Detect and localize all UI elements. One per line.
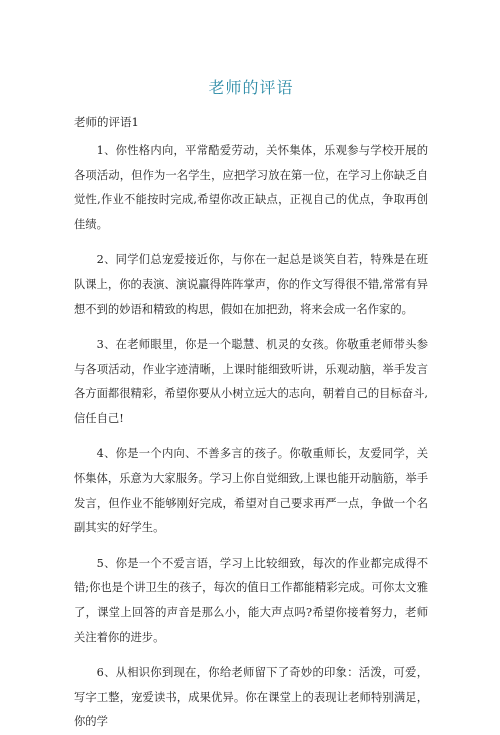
document-title: 老师的评语 bbox=[208, 78, 294, 97]
section-heading: 老师的评语1 bbox=[74, 115, 139, 129]
paragraph-4: 4、你是一个内向、不善多言的孩子。你敬重师长，友爱同学，关怀集体，乐意为大家服务。学习上你自觉细致,上课也能开动脑筋，举手发言，但作业不能够刚好完成，希望对自己要求再严一点，争做一个名副其实的好学生。 bbox=[74, 447, 428, 535]
paragraph-6: 6、从相识你到现在，你给老师留下了奇妙的印象：活泼，可爱，写字工整，宠爱读书，成果优异。你在课堂上的表现让老师特别满足，你的学 bbox=[74, 665, 428, 729]
paragraph-2: 2、同学们总宠爱接近你，与你在一起总是谈笑自若，特殊是在班队课上，你的表演、演说赢得阵阵掌声，你的作文写得很不错,常常有异想不到的妙语和精致的构思，假如在加把劲，将来会成一名作家的。 bbox=[74, 253, 428, 316]
paragraph-1: 1、你性格内向，平常酷爱劳动，关怀集体，乐观参与学校开展的各项活动，但作为一名学生，应把学习放在第一位，在学习上你缺乏自觉性,作业不能按时完成,希望你改正缺点，正视自己的优点，争取再创佳绩。 bbox=[74, 144, 428, 232]
paragraph-3: 3、在老师眼里，你是一个聪慧、机灵的女孩。你敬重老师带头参与各项活动，作业字迹清晰，上课时能细致听讲，乐观动脑，举手发言各方面都很精彩，希望你要从小树立远大的志向，朝着自己的目标奋斗,信任自己! bbox=[74, 337, 428, 426]
paragraph-5: 5、你是一个不爱言语，学习上比较细致，每次的作业都完成得不错;你也是个讲卫生的孩子，每次的值日工作都能精彩完成。可你太文雅了，课堂上回答的声音是那么小，能大声点吗?希望你接着努力，老师关注着你的进步。 bbox=[74, 556, 429, 644]
